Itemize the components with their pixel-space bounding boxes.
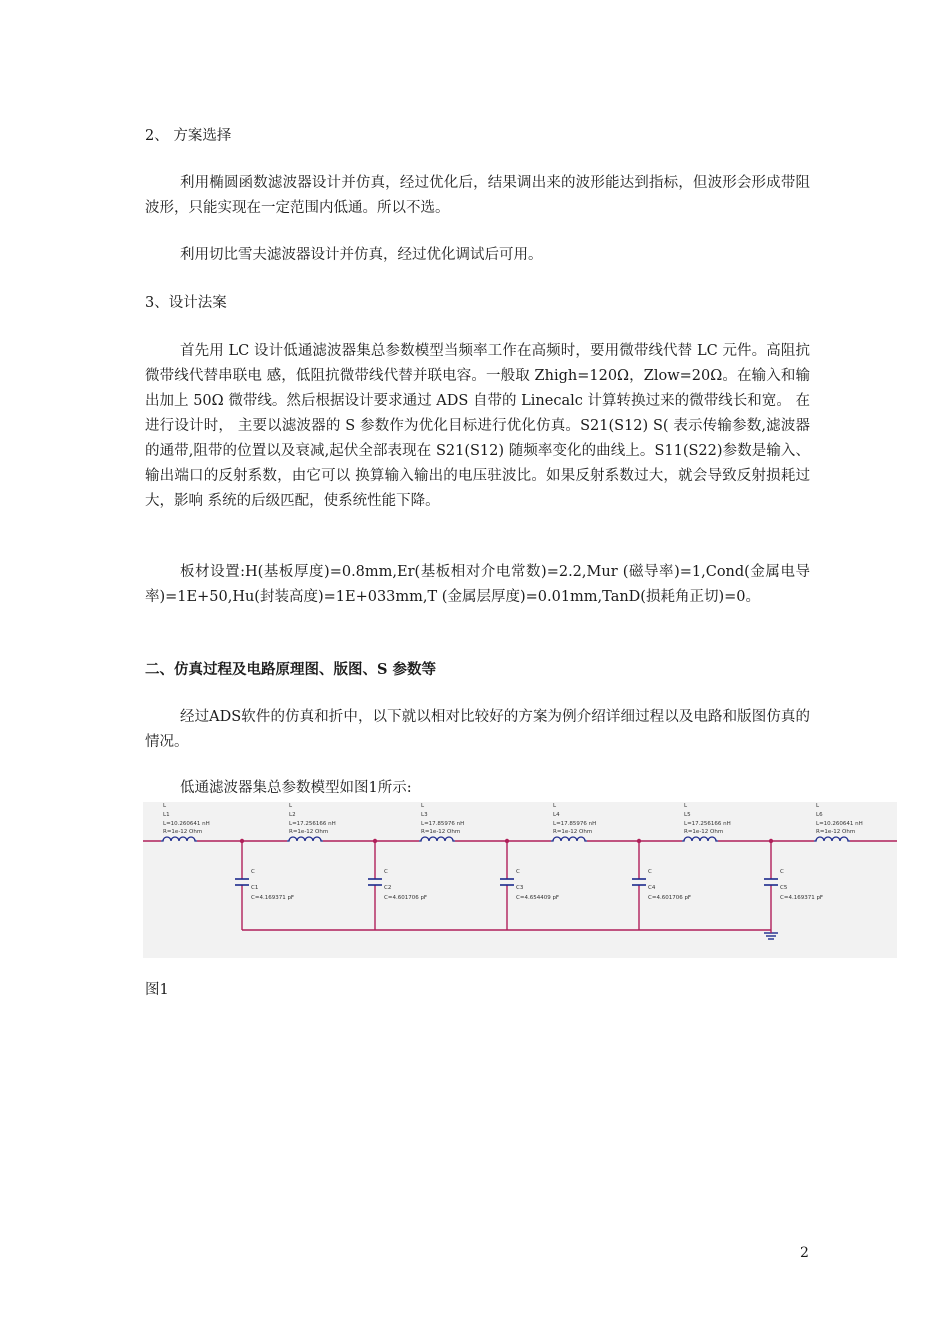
inductor-name-label: L1 [163, 812, 170, 818]
figure-caption: 图1 [145, 982, 169, 998]
inductor-value-label: L=17.256166 nH [289, 821, 336, 827]
capacitor-name-label: C2 [384, 885, 392, 891]
inductor-name-label: L5 [684, 812, 691, 818]
junction-dot [240, 839, 244, 843]
inductor-type-label: L [289, 803, 293, 809]
schematic-svg [143, 802, 897, 958]
capacitor-type-label: C [648, 869, 652, 875]
junction-dot [505, 839, 509, 843]
chapter-heading-simulation: 二、仿真过程及电路原理图、版图、S 参数等 [145, 661, 437, 678]
inductor-resistance-label: R=1e-12 Ohm [684, 829, 724, 835]
lc-filter-schematic [143, 802, 897, 958]
section-heading-design: 3、设计法案 [145, 295, 227, 311]
paragraph-design-method: 首先用 LC 设计低通滤波器集总参数模型当频率工作在高频时，要用微带线代替 LC 元件。高阻抗微带线代替串联电 感，低阻抗微带线代替并联电容。一般取 Zhigh=120Ω，Zlow=20Ω。在输入和输 出加上 50Ω 微带线。然后根据设计要求通过 ADS 自带的 Linecalc 计算转换过来的微带线长和宽。 在进行设计时， 主要以滤波器的 S 参数作为优化目标进行优化仿真。S21(S12) S( 表示传输参数,滤波器的通带,阻带的位置以及衰减,起伏全部表现在 S21(S12) 随频率变化的曲线上。S11(S22)参数是输入、输出端口的反射系数，由它可以 换算输入输出的电压驻波比。如果反射系数过大，就会导致反射损耗过大，影响 系统的后级匹配，使系统性能下降。 [145, 343, 810, 509]
capacitor-value-label: C=4.601706 pF [648, 895, 692, 901]
capacitor-type-label: C [780, 869, 784, 875]
capacitor-name-label: C4 [648, 885, 656, 891]
capacitor-value-label: C=4.169371 pF [780, 895, 824, 901]
inductor-type-label: L [684, 803, 688, 809]
capacitor-type-label: C [384, 869, 388, 875]
inductor-name-label: L2 [289, 812, 296, 818]
capacitor-name-label: C1 [251, 885, 259, 891]
section-heading-scheme: 2、 方案选择 [145, 128, 232, 144]
capacitor-value-label: C=4.654409 pF [516, 895, 560, 901]
paragraph-ads-intro: 经过ADS软件的仿真和折中，以下就以相对比较好的方案为例介绍详细过程以及电路和版图仿真的情况。 [145, 709, 810, 750]
inductor-name-label: L3 [421, 812, 428, 818]
paragraph-elliptic: 利用椭圆函数滤波器设计并仿真，经过优化后，结果调出来的波形能达到指标，但波形会形成带阻波形，只能实现在一定范围内低通。所以不选。 [145, 175, 810, 216]
junction-dot [373, 839, 377, 843]
paragraph-chebyshev: 利用切比雪夫滤波器设计并仿真，经过优化调试后可用。 [180, 247, 543, 263]
capacitor-name-label: C3 [516, 885, 524, 891]
capacitor-type-label: C [251, 869, 255, 875]
inductor-value-label: L=17.85976 nH [421, 821, 465, 827]
inductor-value-label: L=10.260641 nH [163, 821, 210, 827]
inductor-type-label: L [163, 803, 167, 809]
page-number: 2 [800, 1245, 809, 1261]
inductor-resistance-label: R=1e-12 Ohm [421, 829, 461, 835]
inductor-value-label: L=10.260641 nH [816, 821, 863, 827]
junction-dot [769, 839, 773, 843]
inductor-value-label: L=17.85976 nH [553, 821, 597, 827]
inductor-name-label: L6 [816, 812, 823, 818]
capacitor-name-label: C5 [780, 885, 788, 891]
inductor-resistance-label: R=1e-12 Ohm [553, 829, 593, 835]
capacitor-type-label: C [516, 869, 520, 875]
inductor-type-label: L [816, 803, 820, 809]
capacitor-value-label: C=4.601706 pF [384, 895, 428, 901]
inductor-name-label: L4 [553, 812, 560, 818]
paragraph-substrate: 板材设置:H(基板厚度)=0.8mm,Er(基板相对介电常数)=2.2,Mur (磁导率)=1,Cond(金属电导率)=1E+50,Hu(封装高度)=1E+033mm,T (金属层厚度)=0.01mm,TanD(损耗角正切)=0。 [145, 564, 810, 605]
inductor-resistance-label: R=1e-12 Ohm [163, 829, 203, 835]
inductor-value-label: L=17.256166 nH [684, 821, 731, 827]
inductor-resistance-label: R=1e-12 Ohm [289, 829, 329, 835]
junction-dot [637, 839, 641, 843]
capacitor-value-label: C=4.169371 pF [251, 895, 295, 901]
inductor-type-label: L [553, 803, 557, 809]
inductor-type-label: L [421, 803, 425, 809]
inductor-resistance-label: R=1e-12 Ohm [816, 829, 856, 835]
paragraph-figure-intro: 低通滤波器集总参数模型如图1所示: [180, 780, 412, 796]
